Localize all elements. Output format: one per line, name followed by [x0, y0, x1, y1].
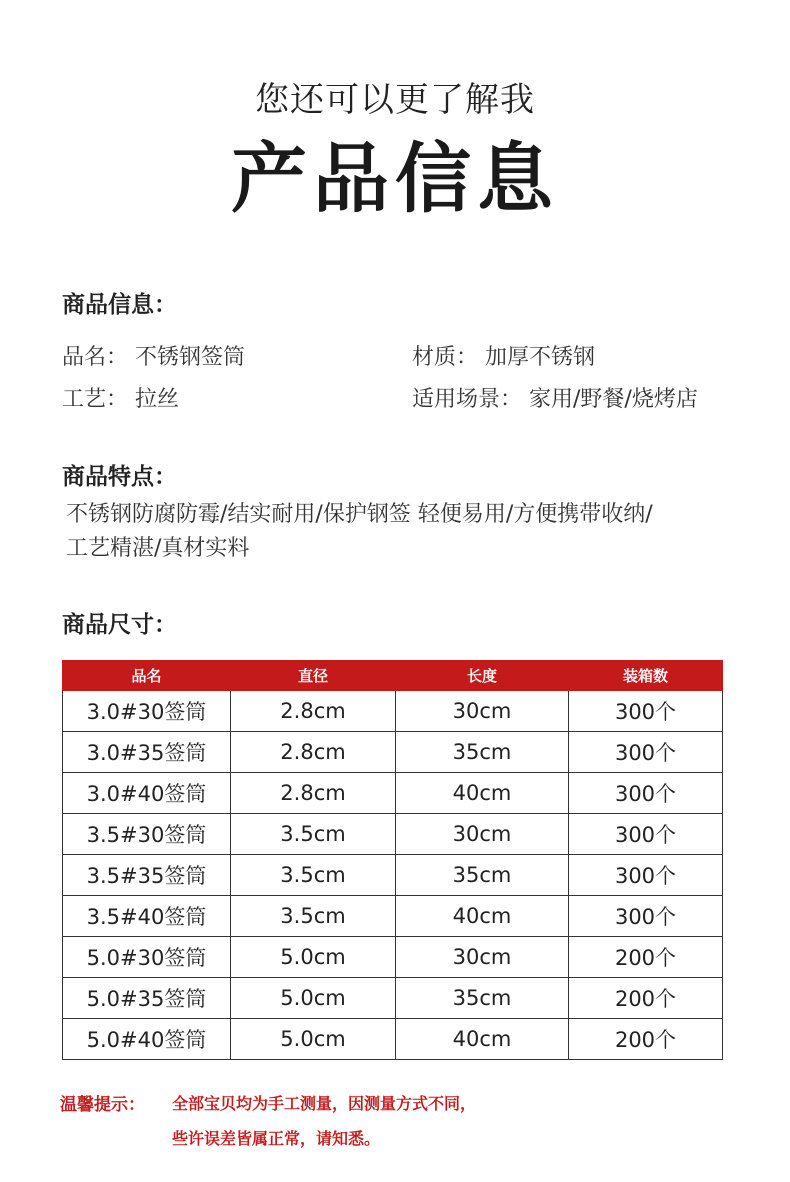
cell-name: 3.0#30签筒 [63, 691, 231, 732]
cell-quantity: 300个 [569, 855, 723, 896]
table-row [63, 896, 723, 937]
cell-diameter: 2.8cm [231, 691, 396, 732]
features-heading: 商品特点： [62, 464, 177, 490]
cell-quantity: 300个 [569, 896, 723, 937]
cell-length: 35cm [396, 855, 569, 896]
cell-diameter: 2.8cm [231, 773, 396, 814]
cell-length: 35cm [396, 732, 569, 773]
cell-name: 5.0#35签筒 [63, 978, 231, 1019]
cell-diameter: 3.5cm [231, 814, 396, 855]
size-table-header [63, 661, 723, 691]
cell-length: 30cm [396, 691, 569, 732]
product-info-heading: 商品信息： [62, 292, 177, 318]
column-header-name: 品名 [63, 661, 231, 691]
cell-diameter: 5.0cm [231, 1019, 396, 1060]
column-header-length: 长度 [396, 661, 569, 691]
features-line-2: 工艺精湛/真材实料 [66, 536, 250, 561]
table-row [63, 814, 723, 855]
sizes-heading: 商品尺寸： [62, 612, 177, 638]
cell-name: 3.5#40签筒 [63, 896, 231, 937]
cell-length: 30cm [396, 814, 569, 855]
page-subtitle: 您还可以更了解我 [255, 80, 535, 120]
cell-quantity: 300个 [569, 773, 723, 814]
cell-quantity: 200个 [569, 978, 723, 1019]
cell-quantity: 200个 [569, 937, 723, 978]
features-text [66, 498, 746, 566]
cell-name: 5.0#40签筒 [63, 1019, 231, 1060]
product-craft: 工艺： 拉丝 [62, 387, 179, 412]
column-header-quantity: 装箱数 [569, 661, 723, 691]
table-row [63, 978, 723, 1019]
table-row [63, 691, 723, 732]
cell-quantity: 300个 [569, 691, 723, 732]
cell-quantity: 300个 [569, 814, 723, 855]
cell-quantity: 200个 [569, 1019, 723, 1060]
cell-name: 5.0#30签筒 [63, 937, 231, 978]
cell-length: 40cm [396, 896, 569, 937]
product-name: 品名： 不锈钢签筒 [62, 345, 245, 370]
table-row [63, 937, 723, 978]
table-row [63, 732, 723, 773]
features-line-1: 不锈钢防腐防霉/结实耐用/保护钢签 轻便易用/方便携带收纳/ [66, 502, 653, 527]
cell-name: 3.0#40签筒 [63, 773, 231, 814]
product-material: 材质： 加厚不锈钢 [412, 345, 595, 370]
table-row [63, 855, 723, 896]
cell-length: 40cm [396, 773, 569, 814]
cell-diameter: 2.8cm [231, 732, 396, 773]
cell-diameter: 3.5cm [231, 855, 396, 896]
product-scene: 适用场景： 家用/野餐/烧烤店 [412, 387, 698, 412]
table-row [63, 773, 723, 814]
column-header-diameter: 直径 [231, 661, 396, 691]
cell-diameter: 3.5cm [231, 896, 396, 937]
cell-length: 35cm [396, 978, 569, 1019]
table-row [63, 1019, 723, 1060]
cell-name: 3.5#35签筒 [63, 855, 231, 896]
size-table [62, 660, 723, 1060]
cell-diameter: 5.0cm [231, 978, 396, 1019]
cell-name: 3.5#30签筒 [63, 814, 231, 855]
cell-length: 30cm [396, 937, 569, 978]
cell-quantity: 300个 [569, 732, 723, 773]
tip-line-2: 些许误差皆属正常，请知悉。 [172, 1129, 381, 1148]
cell-diameter: 5.0cm [231, 937, 396, 978]
cell-length: 40cm [396, 1019, 569, 1060]
tip-label: 温馨提示： [60, 1095, 145, 1115]
tip-line-1: 全部宝贝均为手工测量，因测量方式不同， [172, 1094, 477, 1113]
cell-name: 3.0#35签筒 [63, 732, 231, 773]
page-title: 产品信息 [231, 134, 559, 223]
